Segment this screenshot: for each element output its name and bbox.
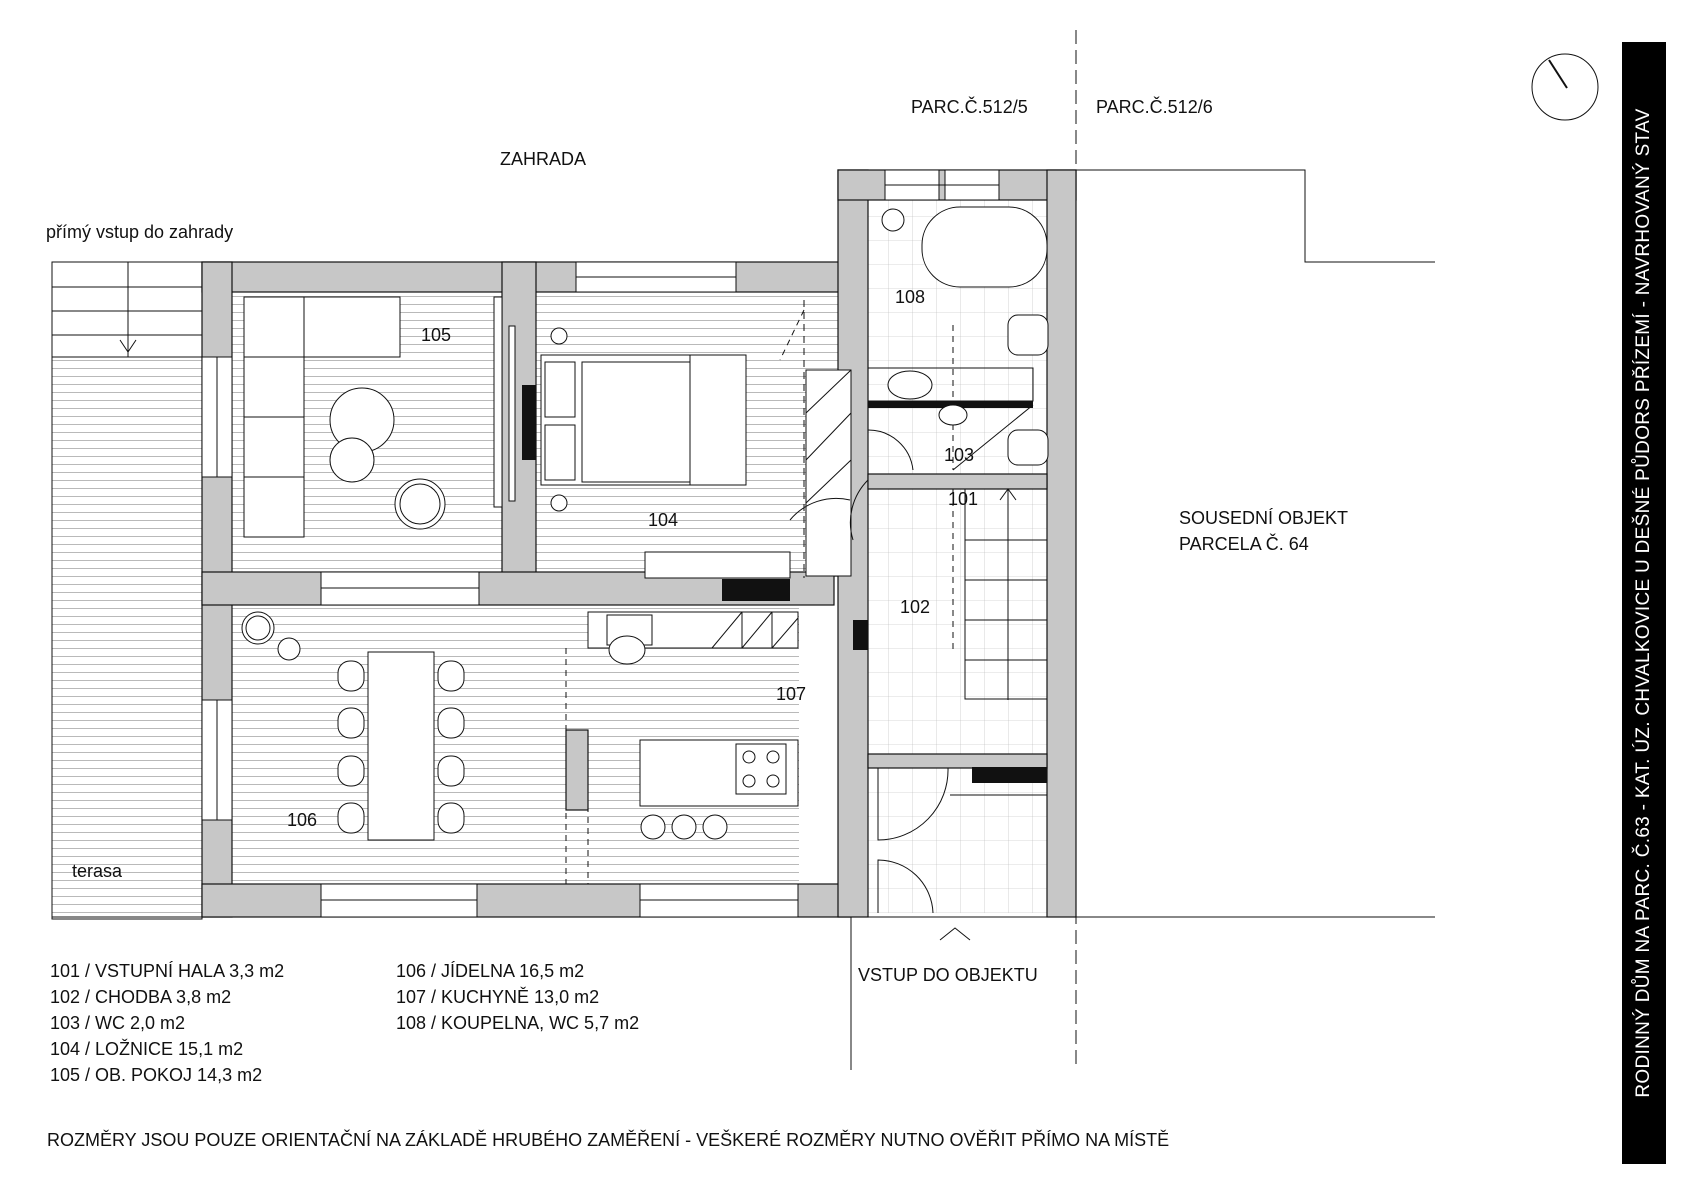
room-number-102: 102 <box>900 597 931 617</box>
title-sidebar <box>1622 42 1666 1164</box>
room-legend-col2 <box>396 958 639 1036</box>
legend-item: 107 / KUCHYNĚ 13,0 m2 <box>396 987 600 1007</box>
room-number-104: 104 <box>648 510 679 530</box>
parcel-right-label: PARC.Č.512/6 <box>1096 97 1213 117</box>
legend-item: 101 / VSTUPNÍ HALA 3,3 m2 <box>50 961 285 981</box>
room-number-107: 107 <box>776 684 807 704</box>
legend-item: 105 / OB. POKOJ 14,3 m2 <box>50 1065 263 1085</box>
neighbor-parcel-label: PARCELA Č. 64 <box>1179 534 1309 554</box>
garden-label: ZAHRADA <box>500 149 587 169</box>
room-number-106: 106 <box>287 810 318 830</box>
terrace <box>52 262 202 919</box>
north-arrow-icon <box>1532 54 1598 120</box>
room-number-108: 108 <box>895 287 926 307</box>
room-number-105: 105 <box>421 325 452 345</box>
room-number-103: 103 <box>944 445 975 465</box>
legend-item: 103 / WC 2,0 m2 <box>50 1013 186 1033</box>
legend-item: 106 / JÍDELNA 16,5 m2 <box>396 961 585 981</box>
legend-item: 104 / LOŽNICE 15,1 m2 <box>50 1039 244 1059</box>
neighbor-building-label: SOUSEDNÍ OBJEKT <box>1179 508 1349 528</box>
terrace-label: terasa <box>72 861 123 881</box>
garden-access-label: přímý vstup do zahrady <box>46 222 234 242</box>
drawing-title: RODINNÝ DŮM NA PARC. Č.63 - KAT. ÚZ. CHVALKOVICE U DEŠNÉ PŮDORS PŘÍZEMÍ - NAVRHOVANÝ STAV <box>1633 108 1654 1098</box>
dimensions-note: ROZMĚRY JSOU POUZE ORIENTAČNÍ NA ZÁKLADĚ HRUBÉHO ZAMĚŘENÍ - VEŠKERÉ ROZMĚRY NUTNO OVĚŘIT PŘÍMO NA MÍSTĚ <box>47 1130 1170 1150</box>
legend-item: 108 / KOUPELNA, WC 5,7 m2 <box>396 1013 640 1033</box>
room-legend-col1 <box>50 958 284 1088</box>
legend-item: 102 / CHODBA 3,8 m2 <box>50 987 232 1007</box>
entrance-label: VSTUP DO OBJEKTU <box>858 965 1038 985</box>
parcel-left-label: PARC.Č.512/5 <box>911 97 1028 117</box>
room-number-101: 101 <box>948 489 979 509</box>
